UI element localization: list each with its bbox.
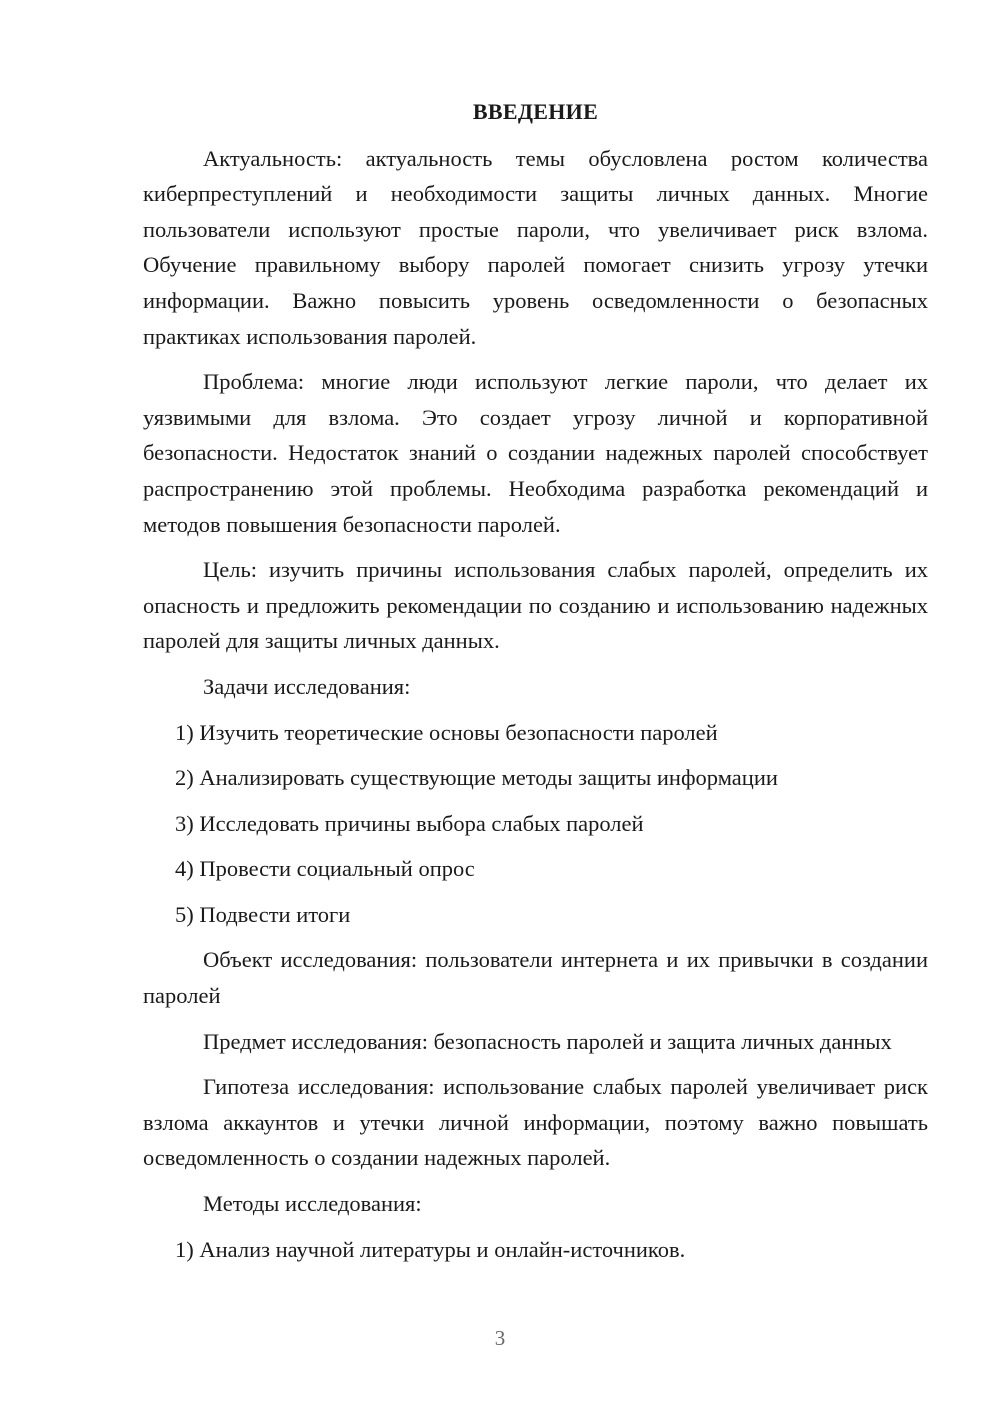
relevance-paragraph: Актуальность: актуальность темы обусловлена ростом количества киберпреступлений и необходимости защиты личных данных. Многие пользователи используют простые пароли, что увеличивает риск взлома. Обучение правильному выбору паролей помогает снизить угрозу утечки информации. Важно повысить уровень осведомленности о безопасных практиках использования паролей. [143,145,928,349]
goal-paragraph: Цель: изучить причины использования слабых паролей, определить их опасность и предложить рекомендации по созданию и использованию надежных паролей для защиты личных данных. [143,557,928,654]
list-item: 4) Провести социальный опрос [175,856,475,882]
tasks-heading: Задачи исследования: [203,673,411,699]
problem-paragraph: Проблема: многие люди используют легкие пароли, что делает их уязвимыми для взлома. Это создает угрозу личной и корпоративной безопасности. Недостаток знаний о создании надежных паролей способствует распространению этой проблемы. Необходима разработка рекомендаций и методов повышения безопасности паролей. [143,369,928,537]
tasks-list [143,715,928,933]
methods-list [143,1232,928,1268]
list-item: 3) Исследовать причины выбора слабых паролей [175,810,644,836]
list-item: 2) Анализировать существующие методы защиты информации [175,765,778,791]
methods-heading: Методы исследования: [203,1191,422,1217]
page-title: ВВЕДЕНИЕ [472,99,599,124]
object-paragraph: Объект исследования: пользователи интернета и их привычки в создании паролей [143,947,928,1009]
list-item: 5) Подвести итоги [175,901,351,927]
list-item: 1) Изучить теоретические основы безопасности паролей [175,719,718,745]
hypothesis-paragraph: Гипотеза исследования: использование слабых паролей увеличивает риск взлома аккаунтов и утечки личной информации, поэтому важно повышать осведомленность о создании надежных паролей. [143,1074,928,1171]
page-number: 3 [494,1326,506,1350]
list-item: 1) Анализ научной литературы и онлайн-источников. [175,1236,686,1262]
page-content [143,94,928,1277]
subject-paragraph: Предмет исследования: безопасность паролей и защита личных данных [203,1028,892,1054]
